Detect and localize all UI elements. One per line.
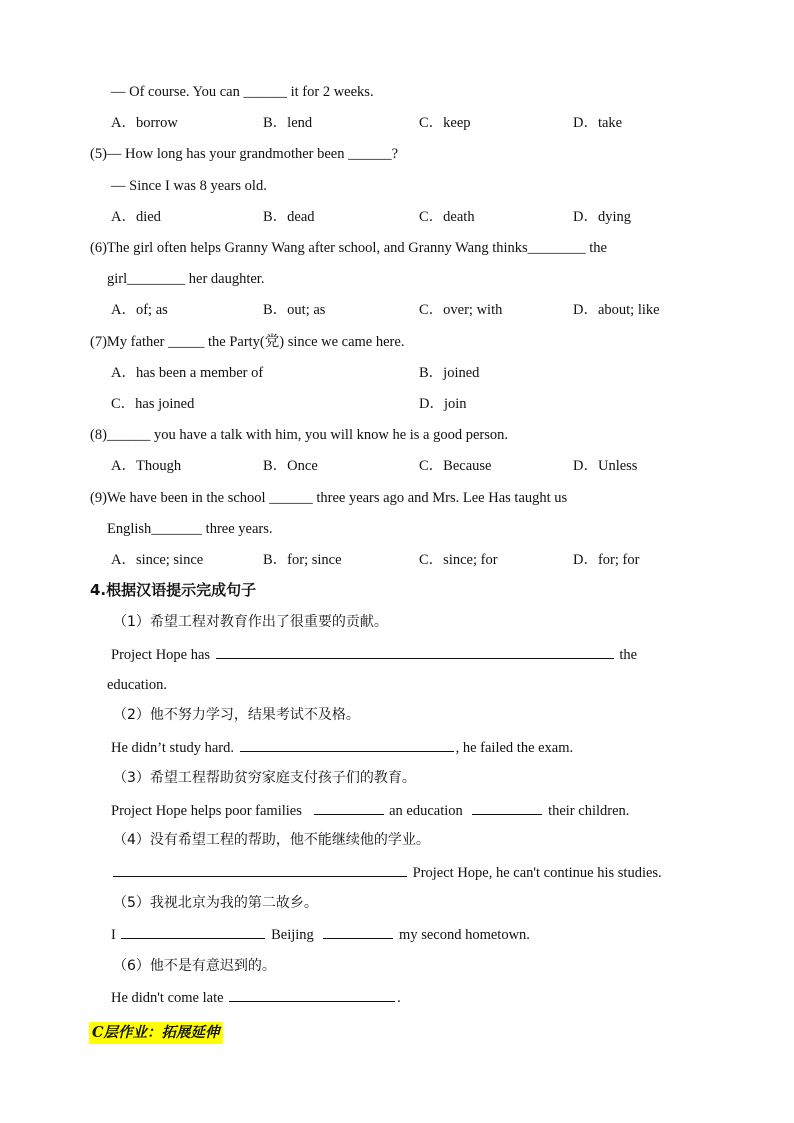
s4-item3-blank-2[interactable]	[472, 800, 542, 815]
s4-item5-blank-1[interactable]	[121, 924, 265, 939]
s4-item6-chinese: （6）他不是有意迟到的。	[113, 958, 276, 974]
s4-item6-blank[interactable]	[229, 987, 395, 1002]
q6-option-d: D．about; like	[573, 302, 660, 318]
s4-item4-text-b: Project Hope, he can't continue his studies.	[412, 865, 662, 881]
s4-item6-text-a: He didn't come late	[111, 990, 224, 1006]
s4-item5-chinese: （5）我视北京为我的第二故乡。	[113, 895, 318, 911]
q5-reply: — Since I was 8 years old.	[111, 178, 267, 194]
s4-item1-blank[interactable]	[216, 644, 614, 659]
q4-option-a: A．borrow	[111, 115, 178, 131]
s4-item3-chinese: （3）希望工程帮助贫穷家庭支付孩子们的教育。	[113, 770, 416, 786]
q9-question-line2: English_______ three years.	[107, 521, 273, 537]
s4-item6-text-b: .	[397, 990, 401, 1006]
s4-item2-text-a: He didn’t study hard.	[111, 740, 234, 756]
q6-question-line2: girl________ her daughter.	[107, 271, 265, 287]
s4-item1-text-b: the	[619, 647, 638, 663]
s4-item3-english	[111, 800, 629, 821]
q5-option-b: B．dead	[263, 209, 315, 225]
q8-option-c: C．Because	[419, 458, 492, 474]
q9-option-a: A．since; since	[111, 552, 204, 568]
s4-item5-text-a: I	[111, 927, 116, 943]
s4-item2-english	[111, 737, 573, 758]
s4-item1-english	[111, 644, 637, 665]
s4-item1-chinese: （1）希望工程对教育作出了很重要的贡献。	[113, 614, 388, 630]
q4-option-c: C．keep	[419, 115, 471, 131]
s4-item3-text-a: Project Hope helps poor families	[111, 803, 302, 819]
q4-reply-line: — Of course. You can ______ it for 2 weeks.	[111, 84, 374, 100]
q6-option-b: B．out; as	[263, 302, 326, 318]
q9-option-c: C．since; for	[419, 552, 498, 568]
q8-question: (8)______ you have a talk with him, you will know he is a good person.	[90, 427, 509, 443]
q4-option-d: D．take	[573, 115, 623, 131]
q5-question: (5)— How long has your grandmother been ______?	[90, 146, 399, 162]
q9-question-line1: (9)We have been in the school ______ three years ago and Mrs. Lee Has taught us	[90, 490, 568, 506]
q8-option-b: B．Once	[263, 458, 318, 474]
q9-option-b: B．for; since	[263, 552, 342, 568]
s4-item5-blank-2[interactable]	[323, 924, 393, 939]
q5-option-c: C．death	[419, 209, 475, 225]
s4-item6-english	[111, 987, 401, 1008]
s4-item4-chinese: （4）没有希望工程的帮助，他不能继续他的学业。	[113, 832, 430, 848]
q8-option-d: D．Unless	[573, 458, 638, 474]
s4-item3-text-b: an education	[389, 803, 463, 819]
q4-option-b: B．lend	[263, 115, 313, 131]
q9-option-d: D．for; for	[573, 552, 640, 568]
s4-item5-text-c: my second hometown.	[399, 927, 530, 943]
q8-option-a: A．Though	[111, 458, 182, 474]
q7-option-a: A．has been a member of	[111, 365, 264, 381]
q5-option-a: A．died	[111, 209, 161, 225]
s4-item2-blank[interactable]	[240, 737, 454, 752]
q7-option-d: D．join	[419, 396, 467, 412]
q7-question: (7)My father _____ the Party(党) since we came here.	[90, 334, 405, 350]
section-4-title: 4.根据汉语提示完成句子	[90, 581, 257, 599]
s4-item2-text-b: , he failed the exam.	[455, 740, 574, 756]
q5-option-d: D．dying	[573, 209, 631, 225]
section-c-title: C层作业：拓展延伸	[89, 1022, 223, 1044]
q7-option-c: C．has joined	[111, 396, 195, 412]
q6-question-line1: (6)The girl often helps Granny Wang after school, and Granny Wang thinks________ the	[90, 240, 607, 256]
s4-item4-english	[111, 862, 662, 883]
s4-item2-chinese: （2）他不努力学习，结果考试不及格。	[113, 707, 360, 723]
s4-item1-text-c: education.	[107, 677, 167, 693]
s4-item5-english	[111, 924, 530, 945]
s4-item3-blank-1[interactable]	[314, 800, 384, 815]
s4-item4-blank[interactable]	[113, 862, 407, 877]
s4-item5-text-b: Beijing	[271, 927, 314, 943]
s4-item1-text-a: Project Hope has	[111, 647, 211, 663]
s4-item3-text-c: their children.	[548, 803, 630, 819]
q6-option-a: A．of; as	[111, 302, 168, 318]
q6-option-c: C．over; with	[419, 302, 503, 318]
q7-option-b: B．joined	[419, 365, 480, 381]
